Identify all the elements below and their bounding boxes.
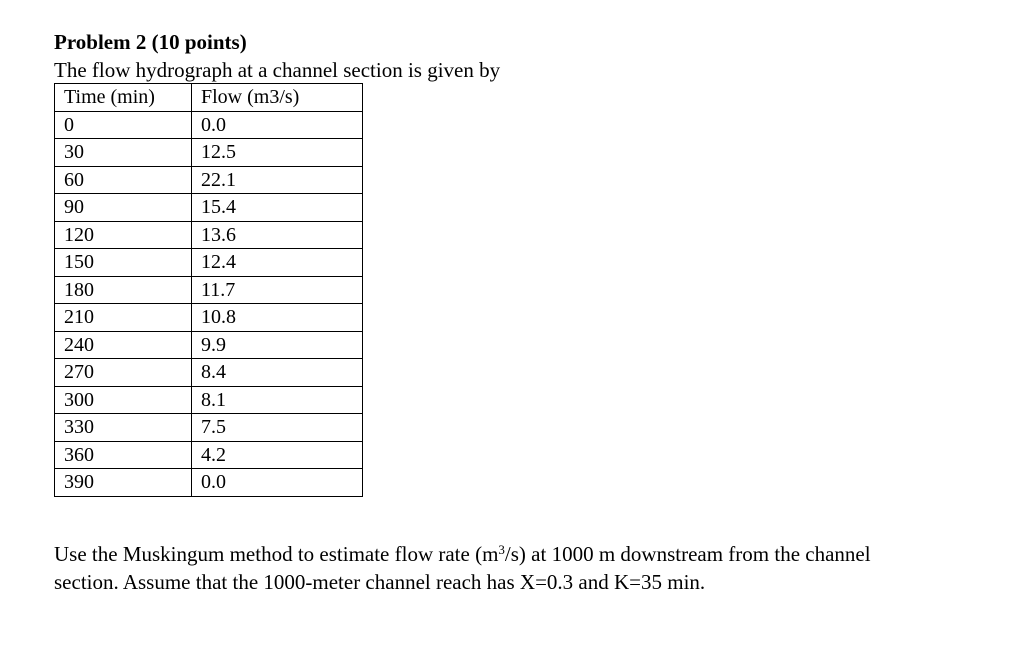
table-row [55, 194, 363, 222]
time-cell: 330 [55, 414, 192, 442]
time-cell: 240 [55, 331, 192, 359]
flow-cell: 8.1 [192, 386, 363, 414]
flow-cell: 22.1 [192, 166, 363, 194]
time-cell: 30 [55, 139, 192, 167]
time-cell: 300 [55, 386, 192, 414]
hydrograph-table [54, 83, 363, 497]
flow-cell: 9.9 [192, 331, 363, 359]
table-header-row [55, 84, 363, 112]
time-cell: 270 [55, 359, 192, 387]
flow-cell: 8.4 [192, 359, 363, 387]
flow-cell: 0.0 [192, 469, 363, 497]
table-row [55, 166, 363, 194]
table-row [55, 469, 363, 497]
table-row [55, 276, 363, 304]
table-row [55, 414, 363, 442]
flow-cell: 0.0 [192, 111, 363, 139]
question-line-1-end: /s) at 1000 m downstream from the channel [504, 542, 871, 566]
column-header-flow: Flow (m3/s) [192, 84, 363, 112]
unit-exponent: 3 [498, 542, 505, 557]
table-row [55, 386, 363, 414]
question-line-2: section. Assume that the 1000-meter channel reach has X=0.3 and K=35 min. [54, 570, 706, 594]
flow-cell: 13.6 [192, 221, 363, 249]
table-row [55, 139, 363, 167]
time-cell: 150 [55, 249, 192, 277]
time-cell: 180 [55, 276, 192, 304]
question-line-1 [54, 540, 1014, 568]
table-row [55, 331, 363, 359]
problem-intro: The flow hydrograph at a channel section is given by [54, 58, 501, 82]
table-row [55, 359, 363, 387]
time-cell: 60 [55, 166, 192, 194]
flow-cell: 15.4 [192, 194, 363, 222]
table-row [55, 249, 363, 277]
time-cell: 90 [55, 194, 192, 222]
flow-cell: 12.4 [192, 249, 363, 277]
time-cell: 390 [55, 469, 192, 497]
time-cell: 210 [55, 304, 192, 332]
table-row [55, 441, 363, 469]
table-row [55, 111, 363, 139]
time-cell: 120 [55, 221, 192, 249]
flow-cell: 12.5 [192, 139, 363, 167]
time-cell: 360 [55, 441, 192, 469]
column-header-time: Time (min) [55, 84, 192, 112]
table-row [55, 221, 363, 249]
flow-cell: 11.7 [192, 276, 363, 304]
problem-title: Problem 2 (10 points) [54, 30, 247, 54]
time-cell: 0 [55, 111, 192, 139]
flow-cell: 10.8 [192, 304, 363, 332]
question-text [54, 540, 1014, 596]
flow-cell: 4.2 [192, 441, 363, 469]
question-line-1-start: Use the Muskingum method to estimate flow rate (m [54, 542, 499, 566]
table-body [55, 111, 363, 496]
flow-cell: 7.5 [192, 414, 363, 442]
table-row [55, 304, 363, 332]
